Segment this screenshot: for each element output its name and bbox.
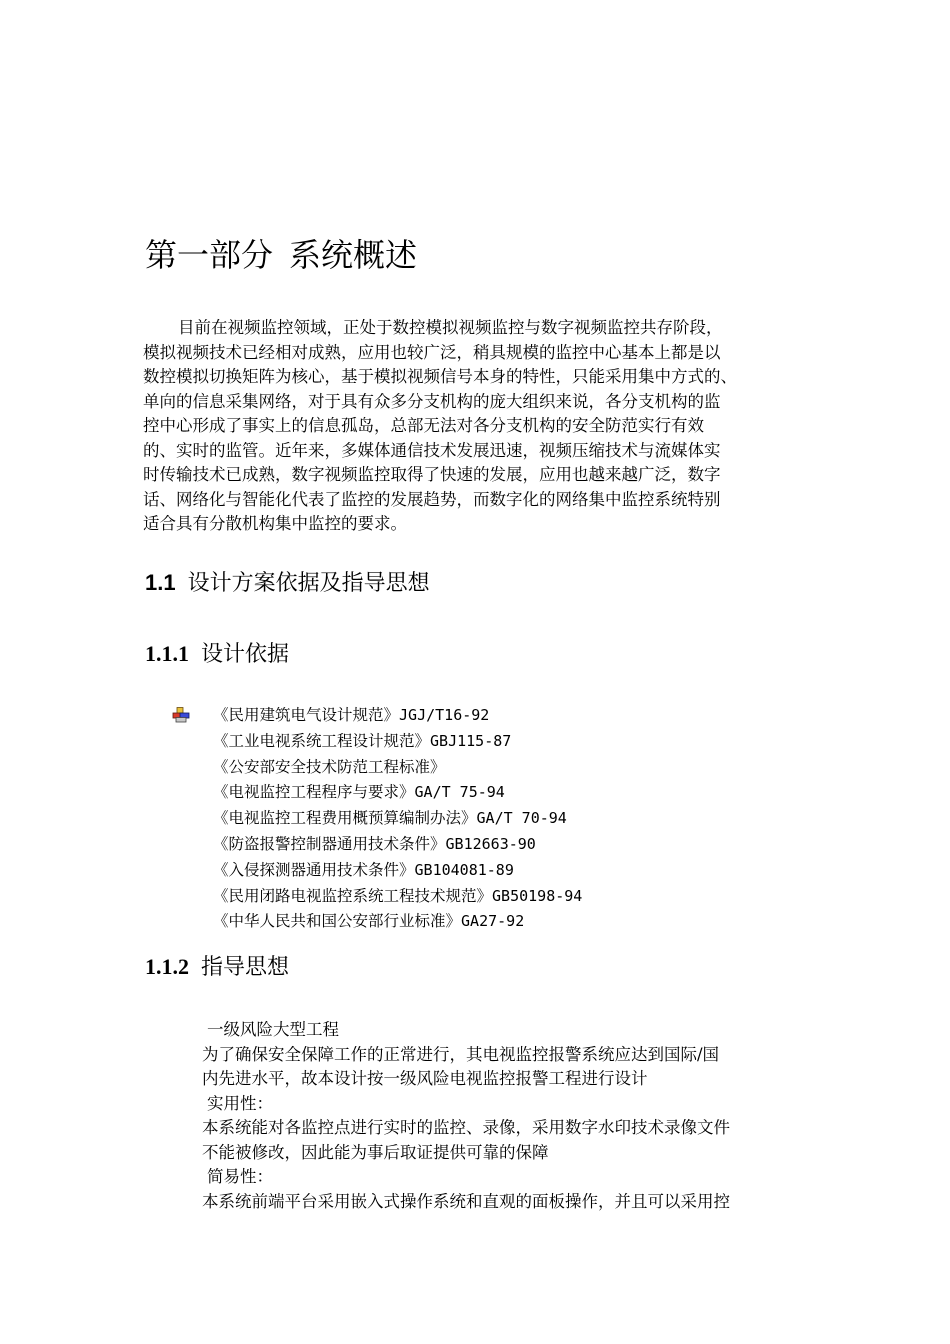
part-label: 第一部分 [145,236,274,274]
list-item: 《工业电视系统工程设计规范》GBJ115-87 [213,731,512,750]
list-item: 《民用建筑电气设计规范》JGJ/T16-92 [213,706,490,724]
guidance-line: 本系统前端平台采用嵌入式操作系统和直观的面板操作，并且可以采用控 [202,1191,730,1211]
section-number: 1.1.1 [145,641,189,666]
guidance-line: 不能被修改，因此能为事后取证提供可靠的保障 [202,1142,549,1162]
page-title [145,230,417,276]
list-item: 《入侵探测器通用技术条件》GB104081-89 [213,860,514,879]
guidance-line: 本系统能对各监控点进行实时的监控、录像，采用数字水印技术录像文件 [202,1118,730,1137]
section-heading-1-1-1 [145,637,289,668]
intro-line: 话、网络化与智能化代表了监控的发展趋势，而数字化的网络集中监控系统特别 [143,489,721,509]
intro-line: 数控模拟切换矩阵为核心，基于模拟视频信号本身的特性，只能采用集中方式的、 [143,367,737,386]
guidance-label: 一级风险大型工程 [207,1020,339,1039]
list-item: 《防盗报警控制器通用技术条件》GB12663-90 [213,834,536,853]
intro-line: 单向的信息采集网络，对于具有众多分支机构的庞大组织来说，各分支机构的监 [143,391,721,411]
guidance-label: 实用性： [207,1093,273,1113]
section-number: 1.1.2 [145,954,189,979]
reference-list [213,703,582,935]
intro-line: 时传输技术已成熟，数字视频监控取得了快速的发展，应用也越来越广泛，数字 [143,465,721,484]
list-item: 《电视监控工程程序与要求》GA/T 75-94 [213,783,505,802]
list-item: 《中华人民共和国公安部行业标准》GA27-92 [213,912,525,931]
section-heading-1-1-2 [145,950,289,981]
section-title: 设计依据 [201,642,290,667]
intro-line: 目前在视频监控领域，正处于数控模拟视频监控与数字视频监控共存阶段， [178,318,723,337]
part-title: 系统概述 [289,236,418,274]
intro-line: 模拟视频技术已经相对成熟，应用也较广泛，稍具规模的监控中心基本上都是以 [143,342,721,362]
intro-line: 适合具有分散机构集中监控的要求。 [143,514,407,533]
list-item: 《电视监控工程费用概预算编制办法》GA/T 70-94 [213,809,567,828]
intro-paragraph [143,316,811,537]
intro-line: 控中心形成了事实上的信息孤岛，总部无法对各分支机构的安全防范实行有效 [143,416,704,435]
guidance-paragraph [202,1018,822,1214]
book-bullet-icon [172,707,190,723]
section-title: 设计方案依据及指导思想 [187,571,430,596]
list-item: 《公安部安全技术防范工程标准》 [213,757,446,776]
guidance-line: 内先进水平，故本设计按一级风险电视监控报警工程进行设计 [202,1069,648,1088]
list-item: 《民用闭路电视监控系统工程技术规范》GB50198-94 [213,886,583,905]
guidance-label: 简易性： [207,1167,273,1186]
guidance-line: 为了确保安全保障工作的正常进行，其电视监控报警系统应达到国际/国 [202,1044,720,1064]
section-title: 指导思想 [201,955,290,980]
intro-line: 的、实时的监管。近年来，多媒体通信技术发展迅速，视频压缩技术与流媒体实 [143,440,721,460]
section-heading-1-1 [145,566,430,597]
section-number: 1.1 [145,570,176,595]
